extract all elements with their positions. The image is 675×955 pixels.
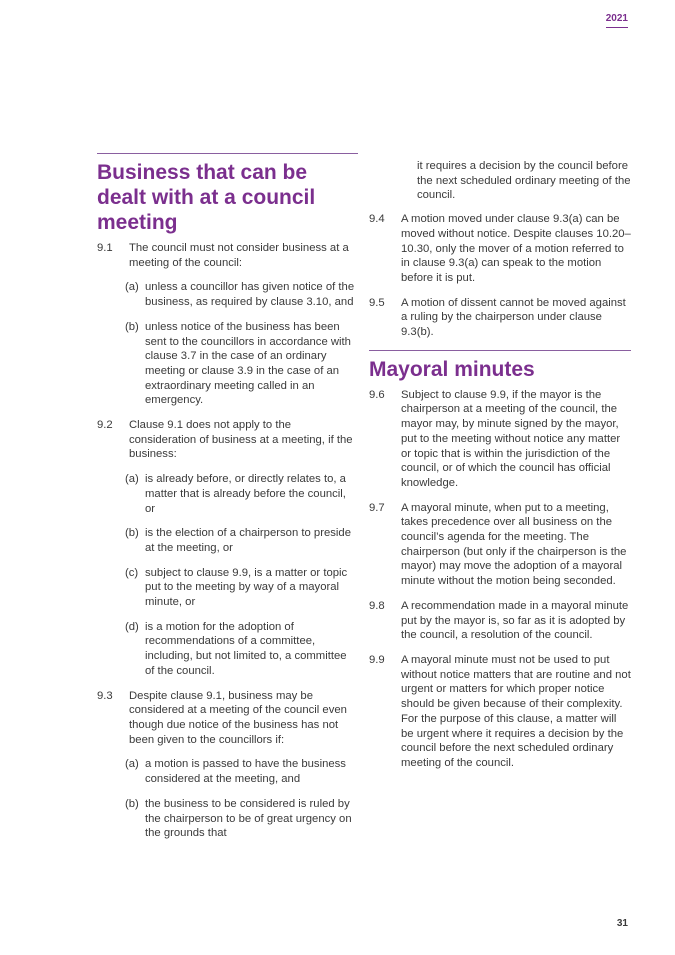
- subclause-text: a motion is passed to have the business considered at the meeting, and: [145, 758, 346, 786]
- clause-number: 9.4: [369, 213, 385, 226]
- subclause-label: (c): [125, 566, 139, 579]
- clause-9-3: [97, 689, 358, 748]
- right-column: [369, 159, 631, 781]
- clause-text: The council must not consider business at a meeting of the council:: [129, 242, 349, 269]
- clause-9-1: [97, 241, 358, 270]
- clause-9-6: [369, 388, 631, 491]
- subclause-label: (d): [125, 620, 139, 633]
- clause-9-2: [97, 418, 358, 462]
- clause-number: 9.3: [97, 689, 113, 702]
- subclause-text: is already before, or directly relates to, a matter that is already before the council, or: [145, 473, 346, 515]
- subclause-text: is the election of a chairperson to preside at the meeting, or: [145, 527, 351, 554]
- section-heading-mayoral-minutes: Mayoral minutes: [369, 357, 535, 381]
- subclause-9-1-b: [125, 320, 358, 408]
- subclause-label: (b): [125, 527, 139, 540]
- subclause-label: (a): [125, 281, 139, 294]
- section-rule: [97, 153, 358, 154]
- subclause-label: (b): [125, 320, 139, 333]
- header-year: 2021: [606, 13, 628, 28]
- clause-text: A motion of dissent cannot be moved against a ruling by the chairperson under clause 9.3(b).: [401, 296, 626, 339]
- subclause-label: (a): [125, 473, 139, 486]
- clause-number: 9.2: [97, 419, 113, 432]
- subclause-9-2-d: [125, 620, 358, 679]
- subclause-text: the business to be considered is ruled by the chairperson to be of great urgency on the grounds that: [145, 797, 352, 840]
- clause-text: Subject to clause 9.9, if the mayor is the chairperson at a meeting of the council, the mayor may, by minute signed by the mayor, put to the meeting without notice any matter or topic that is within the jurisdiction of the council, or of which the council has official knowledge.: [401, 388, 621, 489]
- clause-9-7: [369, 501, 631, 589]
- subclause-9-3-b-continuation: it requires a decision by the council before the next scheduled ordinary meeting of the council.: [417, 160, 631, 202]
- clause-number: 9.5: [369, 296, 385, 309]
- subclause-text: subject to clause 9.9, is a matter or topic put to the meeting by way of a mayoral minute, or: [145, 566, 348, 609]
- clause-9-9: [369, 653, 631, 771]
- clause-text: A recommendation made in a mayoral minute put by the mayor is, so far as it is adopted by the council, a resolution of the council.: [401, 599, 629, 642]
- section-heading-business: Business that can be dealt with at a council meeting: [97, 161, 316, 234]
- clause-number: 9.6: [369, 388, 385, 401]
- clause-number: 9.1: [97, 242, 113, 254]
- subclause-9-3-b: [125, 797, 358, 841]
- clause-9-8: [369, 599, 631, 643]
- page-number: 31: [616, 918, 628, 929]
- clause-number: 9.7: [369, 501, 385, 514]
- subclause-9-2-c: [125, 566, 358, 610]
- subclause-9-3-a: [125, 757, 358, 786]
- subclause-label: (b): [125, 797, 139, 810]
- clause-text: Clause 9.1 does not apply to the consideration of business at a meeting, if the business:: [129, 419, 353, 461]
- clause-text: A motion moved under clause 9.3(a) can be moved without notice. Despite clauses 10.20–10.30, only the mover of a motion referred to in clause 9.3(a) can speak to the motion before it is put.: [401, 213, 631, 284]
- section-rule: [369, 350, 631, 351]
- subclause-text: is a motion for the adoption of recommendations of a committee, including, but not limited to, a committee of the council.: [145, 620, 347, 677]
- clause-number: 9.8: [369, 599, 385, 612]
- clause-text: A mayoral minute, when put to a meeting, takes precedence over all business on the council’s agenda for the meeting. The chairperson (but only if the chairperson is the mayor) may move the adoption of a mayoral minute without the motion being seconded.: [401, 501, 627, 588]
- clause-number: 9.9: [369, 653, 385, 666]
- clause-9-5: [369, 296, 631, 340]
- left-column: [97, 153, 358, 851]
- subclause-label: (a): [125, 758, 139, 771]
- subclause-9-2-a: [125, 472, 358, 516]
- subclause-9-1-a: [125, 280, 358, 309]
- clause-9-4: [369, 212, 631, 286]
- subclause-text: unless notice of the business has been sent to the councillors in accordance with clause 3.7 in the case of an ordinary meeting or clause 3.9 in the case of an extraordinary meeting called in an emergency.: [145, 320, 351, 407]
- subclause-9-2-b: [125, 526, 358, 555]
- subclause-text: unless a councillor has given notice of the business, as required by clause 3.10, and: [145, 281, 355, 309]
- clause-text: Despite clause 9.1, business may be considered at a meeting of the council even though due notice of the business has not been given to the councillors if:: [129, 689, 347, 746]
- clause-text: A mayoral minute must not be used to put without notice matters that are routine and not urgent or matters for which proper notice should be given because of their complexity. For the purpose of this clause, a matter will be urgent where it requires a decision by the council before the next scheduled ordinary meeting of the council.: [401, 653, 631, 769]
